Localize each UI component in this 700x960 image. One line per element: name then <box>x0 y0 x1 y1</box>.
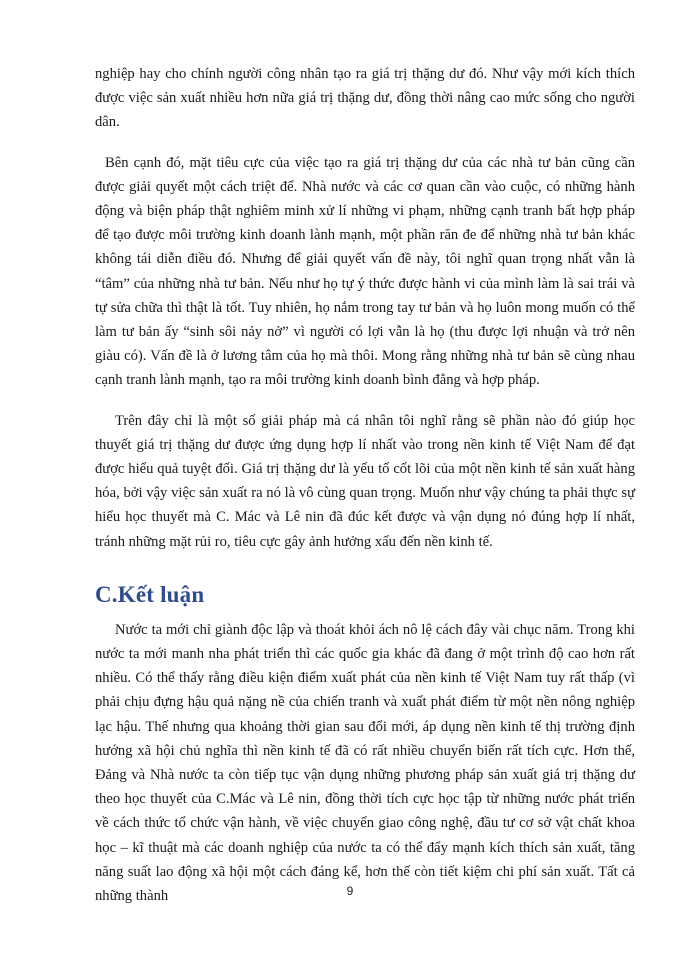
paragraph-solutions-summary: Trên đây chỉ là một số giải pháp mà cá nhân tôi nghĩ rằng sẽ phần nào đó giúp học thuyết giá trị thặng dư được ứng dụng hợp lí nhất vào trong nền kinh tế Việt Nam để đạt được hiểu quả tuyệt đối. Giá trị thặng dư là yếu tố cốt lõi của một nền kinh tế sản xuất hàng hóa, bởi vậy việc sản xuất ra nó là vô cùng quan trọng. Muốn như vậy chúng ta phải thực sự hiểu học thuyết mà C. Mác và Lê nin đã đúc kết được và vận dụng nó đúng hợp lí nhất, tránh những mặt rủi ro, tiêu cực gây ảnh hưởng xấu đến nền kinh tế. <box>95 412 635 550</box>
section-heading-conclusion: C.Kết luận <box>95 581 205 607</box>
paragraph-negative-aspects: Bên cạnh đó, mặt tiêu cực của việc tạo ra giá trị thặng dư của các nhà tư bản cũng cần được giải quyết một cách triệt để. Nhà nước và các cơ quan cần vào cuộc, có những hành động và biện pháp thật nghiêm minh xử lí những vi phạm, những cạnh tranh bất hợp pháp để tạo được môi trường kinh doanh lành mạnh, một phần răn đe để những nhà tư bản khác không tái diễn điều đó. Nhưng để giải quyết vấn đề này, tôi nghĩ quan trọng nhất vẫn là “tâm” của những nhà tư bản. Nếu như họ tự ý thức được hành vi của mình làm là sai trái và tự sửa chữa thì thật là tốt. Tuy nhiên, họ nắm trong tay tư bản và họ luôn mong muốn có thể làm tư bản ấy “sinh sôi nảy nở” vì người có lợi vẫn là họ (thu được lợi nhuận và trở nên giàu có). Vấn đề là ở lương tâm của họ mà thôi. Mong rằng những nhà tư bản sẽ cùng nhau cạnh tranh lành mạnh, tạo ra môi trường kinh doanh bình đẳng và hợp pháp. <box>95 154 635 389</box>
paragraph-continuation: nghiệp hay cho chính người công nhân tạo ra giá trị thặng dư đó. Như vậy mới kích thích được việc sản xuất nhiều hơn nữa giá trị thặng dư, đồng thời nâng cao mức sống cho người dân. <box>95 66 635 131</box>
page-body <box>95 62 635 924</box>
paragraph-conclusion: Nước ta mới chỉ giành độc lập và thoát khỏi ách nô lệ cách đây vài chục năm. Trong khi nước ta mới manh nha phát triển thì các quốc gia khác đã đang ở một trình độ cao hơn rất nhiều. Có thể thấy rằng điều kiện điểm xuất phát của nền kinh tế Việt Nam tuy rất thấp (vì phải chịu đựng hậu quả nặng nề của chiến tranh và xuất phát điểm từ một nền nông nghiệp lạc hậu. Thế nhưng qua khoảng thời gian sau đổi mới, áp dụng nền kinh tế thị trường định hướng xã hội chủ nghĩa thì nền kinh tế đã có rất nhiều chuyển biến rất tích cực. Hơn thế, Đảng và Nhà nước ta còn tiếp tục vận dụng những phương pháp sản xuất giá trị thặng dư theo học thuyết của C.Mác và Lê nin, đồng thời tích cực học tập từ những nước phát triển về cách thức tổ chức vận hành, về việc chuyển giao công nghệ, đầu tư cơ sở vật chất khoa học – kĩ thuật mà các doanh nghiệp của nước ta có thể đẩy mạnh kích thích sản xuất, tăng năng suất lao động xã hội một cách đáng kể, hơn thế còn tiết kiệm chi phí sản xuất. Tất cả những thành <box>95 621 635 905</box>
page-number: 9 <box>346 884 354 898</box>
